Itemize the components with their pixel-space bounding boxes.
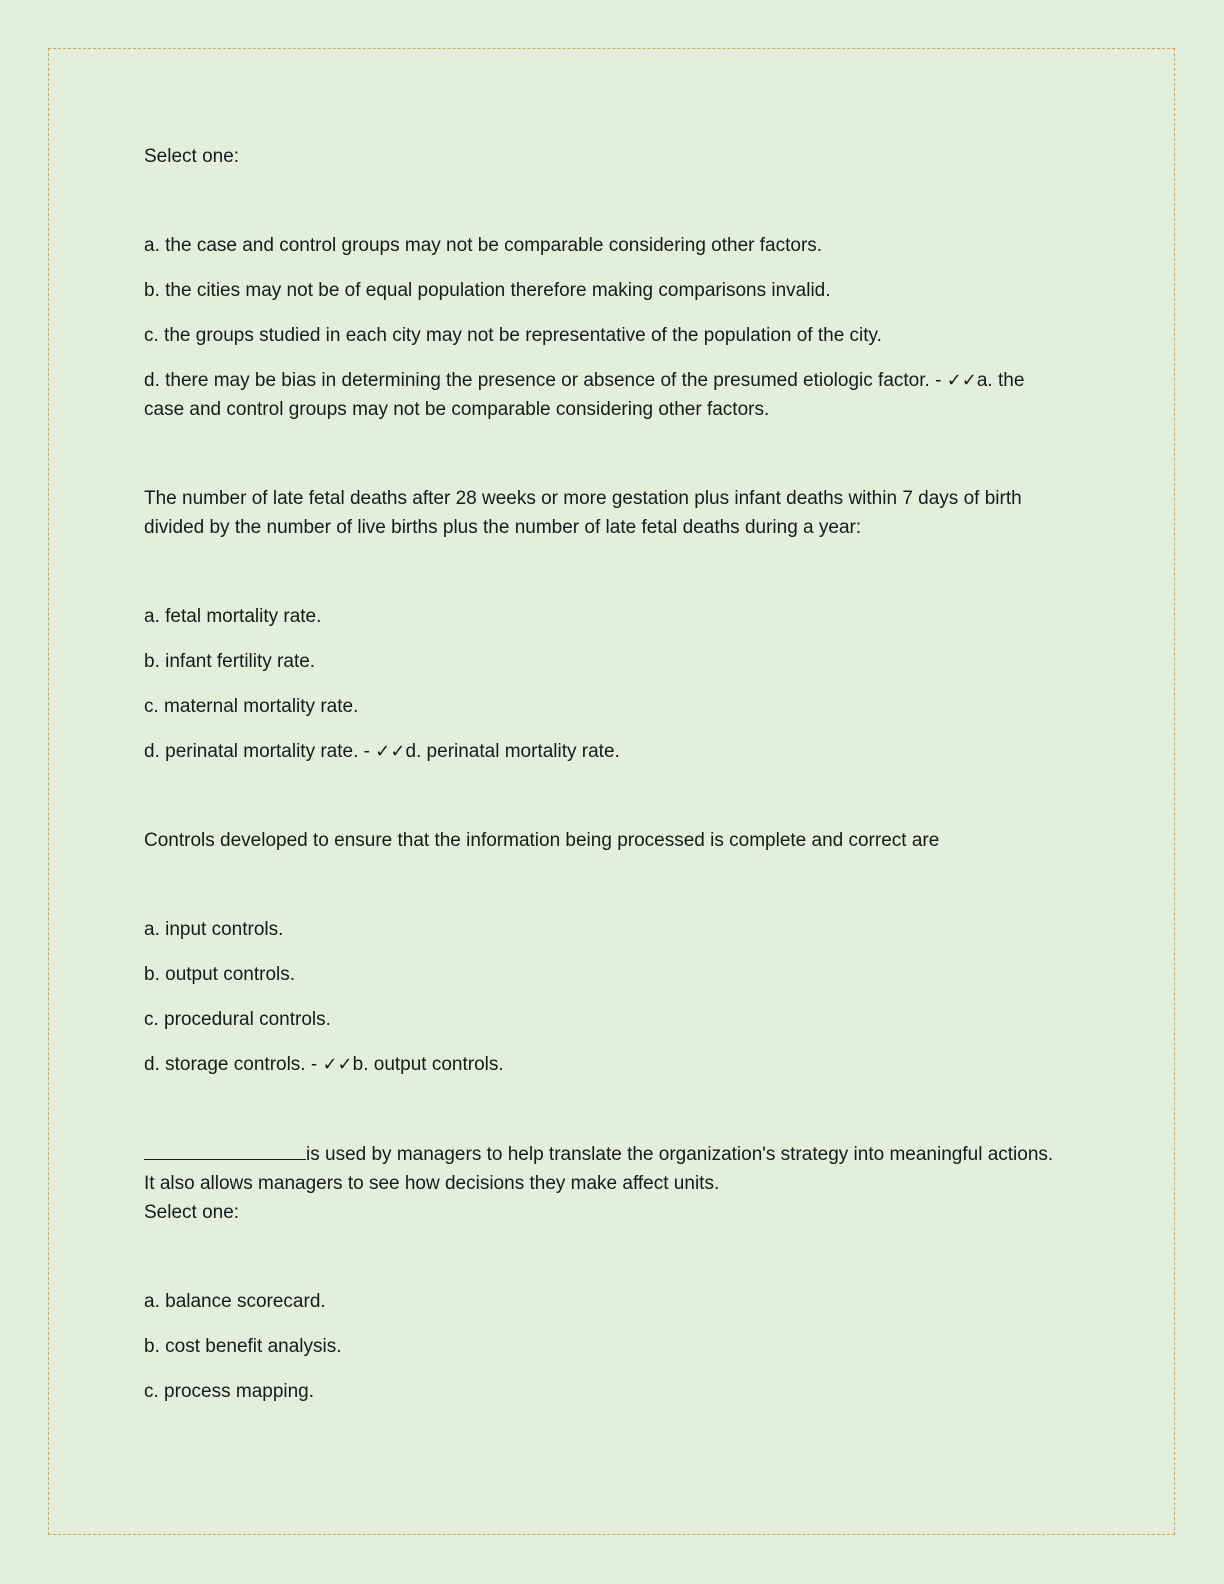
check-icon: ✓✓ [375,741,406,762]
q3-option-a: a. input controls. [144,919,284,940]
q2-option-b: b. infant fertility rate. [144,651,316,672]
q2-option-d: d. perinatal mortality rate. - [144,741,376,762]
q2-answer: d. perinatal mortality rate. [405,741,620,762]
q1-option-d: d. there may be bias in determining the presence or absence of the presumed etiologic factor. - [144,370,947,391]
q3-option-d-with-answer [144,1050,1064,1079]
select-one-label: Select one: [144,1202,240,1223]
q1-option-b: b. the cities may not be of equal population therefore making comparisons invalid. [144,280,831,301]
q2-option-c: c. maternal mortality rate. [144,696,359,717]
q1-option-a: a. the case and control groups may not be comparable considering other factors. [144,235,823,256]
check-icon: ✓✓ [946,370,977,391]
q2-option-a: a. fetal mortality rate. [144,606,322,627]
q3-question: Controls developed to ensure that the information being processed is complete and correct are [144,830,940,851]
q3-option-d: d. storage controls. - [144,1054,323,1075]
q4-question [144,1139,1064,1198]
document-content [144,142,1064,1406]
q3-option-c: c. procedural controls. [144,1009,331,1030]
q3-option-b: b. output controls. [144,964,296,985]
q1-option-c: c. the groups studied in each city may not be representative of the population of the city. [144,325,882,346]
q1-option-d-with-answer [144,366,1064,424]
check-icon: ✓✓ [322,1054,353,1075]
q2-option-d-with-answer [144,737,1064,766]
q4-question-text: is used by managers to help translate the organization's strategy into meaningful actions. It also allows managers to see how decisions they make affect units. [144,1144,1054,1194]
fill-in-blank [144,1139,306,1160]
q4-option-c: c. process mapping. [144,1381,315,1402]
q2-question: The number of late fetal deaths after 28 weeks or more gestation plus infant deaths within 7 days of birth divided by the number of live births plus the number of late fetal deaths during a year: [144,488,1022,538]
q4-option-a: a. balance scorecard. [144,1291,326,1312]
q1-answer: a. the case and control groups may not be comparable considering other factors. [144,370,1025,420]
q3-answer: b. output controls. [352,1054,504,1075]
select-one-label: Select one: [144,146,240,167]
q4-option-b: b. cost benefit analysis. [144,1336,342,1357]
